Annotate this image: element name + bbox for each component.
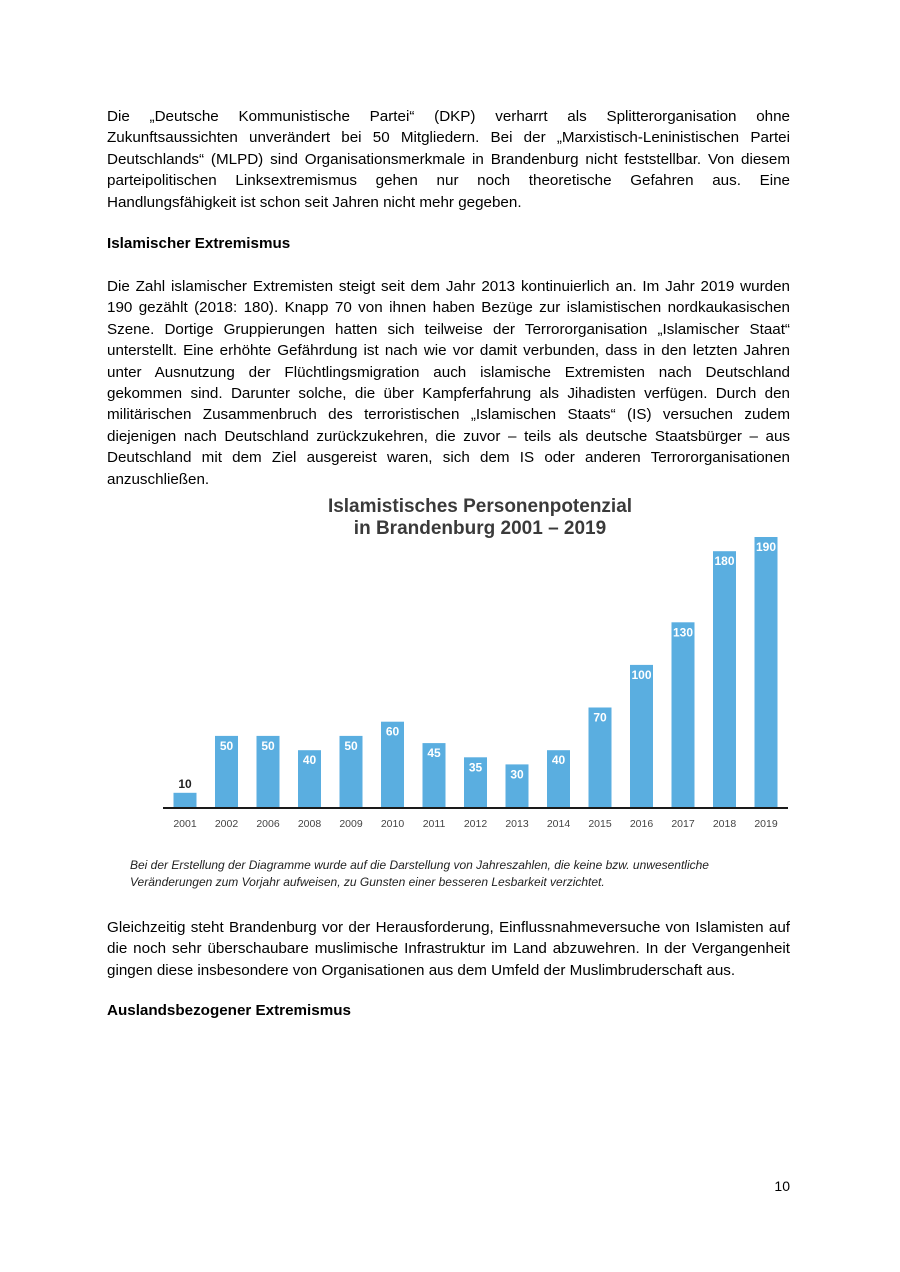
bar-value-label-2012: 35 bbox=[468, 760, 483, 775]
bar-value-label-2015: 70 bbox=[593, 710, 607, 725]
bar-value-label-2002: 50 bbox=[219, 738, 234, 753]
chart-footnote: Bei der Erstellung der Diagramme wurde auf die Darstellung von Jahreszahlen, die keine bzw. unwesentliche Veränderungen zum Vorjahr aufweisen, zu Gunsten einer besseren Lesbarkeit verzichtet. bbox=[130, 858, 709, 889]
x-tick-label-2015: 2015 bbox=[588, 818, 612, 830]
bar-value-label-2016: 100 bbox=[631, 667, 652, 682]
x-tick-label-2002: 2002 bbox=[214, 818, 239, 830]
x-tick-label-2006: 2006 bbox=[256, 818, 280, 830]
bar-2018 bbox=[713, 551, 736, 807]
bar-value-label-2014: 40 bbox=[551, 753, 566, 768]
paragraph-influence: Gleichzeitig steht Brandenburg vor der Herausforderung, Einflussnahmeversuche von Islamisten auf die noch sehr überschaubare muslimische Infrastruktur im Land abzuwehren. In der Vergangenheit gingen diese insbesondere von Organisationen aus dem Umfeld der Muslimbruderschaft aus. bbox=[107, 919, 790, 979]
x-tick-label-2001: 2001 bbox=[173, 818, 197, 830]
bar-value-label-2019: 190 bbox=[755, 540, 777, 554]
bar-2001 bbox=[174, 793, 197, 807]
bar-value-label-2010: 60 bbox=[385, 724, 400, 739]
x-tick-label-2008: 2008 bbox=[297, 818, 322, 830]
heading-auslandsbezogener-extremismus: Auslandsbezogener Extremismus bbox=[107, 1002, 351, 1019]
bar-value-label-2017: 130 bbox=[672, 625, 694, 640]
chart-title-line1: Islamistisches Personenpotenzial bbox=[327, 496, 633, 517]
bar-2019 bbox=[755, 537, 778, 807]
chart-title-line2: in Brandenburg 2001 – 2019 bbox=[353, 518, 607, 539]
bar-chart bbox=[155, 490, 795, 835]
x-tick-label-2010: 2010 bbox=[380, 818, 405, 830]
bar-value-label-2001: 10 bbox=[178, 776, 192, 791]
bar-value-label-2018: 180 bbox=[714, 554, 735, 569]
x-tick-label-2013: 2013 bbox=[505, 818, 529, 830]
paragraph-dkp: Die „Deutsche Kommunistische Partei“ (DKP) verharrt als Splitterorganisation ohne Zukunftsaussichten unverändert bei 50 Mitgliedern. Bei der „Marxistisch-Leninistischen Partei Deutschlands“ (MLPD) sind Organisationsmerkmale in Brandenburg nicht feststellbar. Von diesem parteipolitischen Linksextremismus gehen nur noch theoretische Gefahren aus. Eine Handlungsfähigkeit ist schon seit Jahren nicht mehr gegeben. bbox=[107, 108, 790, 211]
page-number: 10 bbox=[774, 1178, 790, 1194]
x-tick-label-2016: 2016 bbox=[629, 818, 654, 830]
bar-2017 bbox=[672, 622, 695, 807]
chart-x-tick-labels bbox=[173, 818, 778, 830]
x-tick-label-2012: 2012 bbox=[463, 818, 488, 830]
bar-value-label-2009: 50 bbox=[344, 738, 358, 753]
paragraph-islamic-extremism: Die Zahl islamischer Extremisten steigt seit dem Jahr 2013 kontinuierlich an. Im Jahr 2019 wurden 190 gezählt (2018: 180). Knapp 70 von ihnen haben Bezüge zur islamistischen nordkaukasischen Szene. Dortige Gruppierungen hatten sich teilweise der Terrororganisation „Islamischer Staat“ unterstellt. Eine erhöhte Gefährdung ist nach wie vor damit verbunden, dass in den letzten Jahren unter Ausnutzung der Flüchtlingsmigration auch islamische Extremisten nach Deutschland gekommen sind. Darunter solche, die über Kampferfahrung als Jihadisten verfügen. Durch den militärischen Zusammenbruch des terroristischen „Islamischen Staats“ (IS) versuchen zudem diejenigen nach Deutschland zurückzukehren, die zuvor – teils als deutsche Staatsbürger – aus Deutschland mit dem Ziel ausgereist waren, sich dem IS oder anderen Terrororganisationen anzuschließen. bbox=[107, 278, 790, 488]
bar-value-label-2011: 45 bbox=[427, 746, 441, 761]
chart-bars bbox=[174, 537, 778, 807]
bar-2016 bbox=[630, 665, 653, 807]
x-tick-label-2018: 2018 bbox=[712, 818, 737, 830]
x-tick-label-2014: 2014 bbox=[546, 818, 571, 830]
bar-value-label-2008: 40 bbox=[302, 753, 317, 768]
x-tick-label-2009: 2009 bbox=[339, 818, 363, 830]
heading-islamischer-extremismus: Islamischer Extremismus bbox=[107, 235, 291, 252]
x-tick-label-2017: 2017 bbox=[671, 818, 695, 830]
bar-value-label-2013: 30 bbox=[510, 767, 524, 782]
bar-value-label-2006: 50 bbox=[261, 738, 275, 753]
x-tick-label-2019: 2019 bbox=[754, 818, 778, 830]
x-tick-label-2011: 2011 bbox=[422, 818, 446, 830]
